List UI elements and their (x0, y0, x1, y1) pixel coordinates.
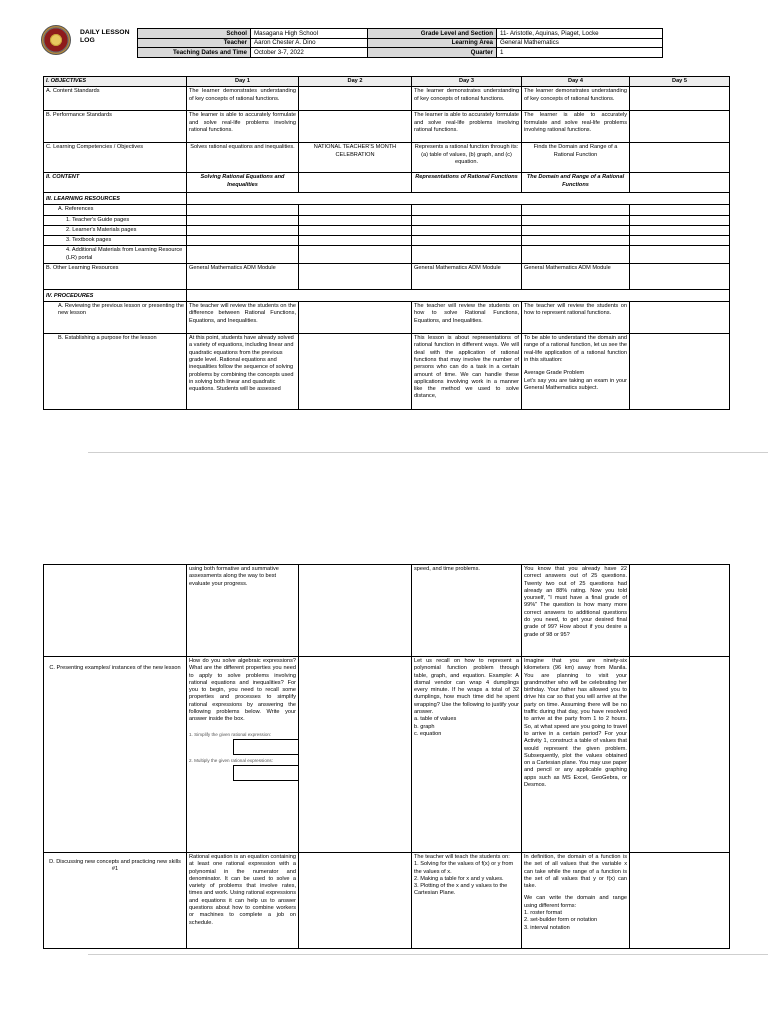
ref-day5 (630, 205, 730, 215)
dates-value: October 3-7, 2022 (251, 48, 368, 58)
page-break-line-2 (88, 954, 768, 955)
lm-day3 (412, 225, 522, 235)
competencies-day2: NATIONAL TEACHER'S MONTH CELEBRATION (299, 143, 412, 173)
tb-day4 (522, 236, 630, 246)
question-1-text: 1. Simplify the given rational expression: (189, 731, 272, 737)
performance-standards-day5 (630, 111, 730, 143)
procedure-b-cont-label (44, 565, 187, 657)
content-day4: The Domain and Range of a Rational Functions (522, 173, 630, 193)
procedure-d-day4-text: In definition, the domain of a function is the set of all values that the variable x can take while the range of a function is the set of all values that y or f(x) can take. (524, 854, 627, 890)
performance-standards-label: B. Performance Standards (44, 111, 187, 143)
procedure-d-day4 (522, 853, 630, 949)
procedure-c-label: C. Presenting examples/ instances of the new lesson (44, 657, 187, 853)
content-standards-day5 (630, 87, 730, 111)
procedure-b-day5 (630, 334, 730, 410)
ref-day4 (522, 205, 630, 215)
grade-label: Grade Level and Section (368, 29, 497, 39)
procedure-a-day3: The teacher will review the students on how to solve Rational Functions, Equations, and Inequalities. (412, 302, 522, 334)
day-2-header: Day 2 (299, 77, 412, 87)
procedure-d-day4-item-1: 1. roster format (524, 910, 562, 917)
competencies-day4: Finds the Domain and Range of a Rational Function (522, 143, 630, 173)
content-heading: II. CONTENT (44, 173, 187, 193)
performance-standards-day2 (299, 111, 412, 143)
competencies-day1: Solves rational equations and inequalities. (187, 143, 299, 173)
add-day4 (522, 246, 630, 264)
procedure-b-day4 (522, 334, 630, 410)
procedure-b-day4-problem-text: Let's say you are taking an exam in your General Mathematics subject. (524, 377, 627, 391)
teacher-value: Aaron Chester A. Dino (251, 38, 368, 48)
competencies-label: C. Learning Competencies / Objectives (44, 143, 187, 173)
procedure-c-day3-item-a: a. table of values (414, 716, 457, 723)
procedure-d-day3-item-2: 2. Making a table for x and y values. (414, 875, 504, 882)
procedure-b-label: B. Establishing a purpose for the lesson (44, 334, 187, 410)
ref-day3 (412, 205, 522, 215)
procedure-a-label: A. Reviewing the previous lesson or presenting the new lesson (44, 302, 187, 334)
procedure-d-day4-item-2: 2. set-builder form or notation (524, 917, 598, 924)
procedures-spacer (187, 290, 730, 302)
content-day5 (630, 173, 730, 193)
answer-box-1[interactable] (233, 739, 299, 755)
other-resources-day1: General Mathematics ADM Module (187, 264, 299, 290)
school-value: Masagana High School (251, 29, 368, 39)
learners-materials-label: 2. Learner's Materials pages (44, 225, 187, 235)
learning-resources-spacer (187, 193, 730, 205)
procedure-b-cont-day3: speed, and time problems. (412, 565, 522, 657)
lm-day5 (630, 225, 730, 235)
procedure-d-day3 (412, 853, 522, 949)
procedure-c-day3 (412, 657, 522, 853)
performance-standards-day1: The learner is able to accurately formulate and solve real-life problems involving rational functions. (187, 111, 299, 143)
content-day3: Representations of Rational Functions (412, 173, 522, 193)
competencies-day5 (630, 143, 730, 173)
procedure-c-day4: Imagine that you are ninety-six kilometers (96 km) away from Manila. You are planning to visit your grandmother who will be celebrating her birthday. Your father has allowed you to drive his car so that you will arrive at the party on time. Assuming there will be no traffic during that day, you have resolved to arrive at the party from 1 to 2 hours. So, at what speed are you going to travel to arrive in a certain period? For your Activity 1, construct a table of values that would represent the given problem. Subsequently, plot the values obtained on a Cartesian plane. You may use paper and pencil or any applicable graphing apps such as MS Excel, GeoGebra, or Desmos. (522, 657, 630, 853)
procedure-c-day3-item-b: b. graph (414, 723, 435, 730)
tg-day4 (522, 215, 630, 225)
content-standards-label: A. Content Standards (44, 87, 187, 111)
procedure-b-cont-day2 (299, 565, 412, 657)
lm-day2 (299, 225, 412, 235)
references-label: A. References (44, 205, 187, 215)
content-day1: Solving Rational Equations and Inequalities (187, 173, 299, 193)
tg-day5 (630, 215, 730, 225)
page-break-line (88, 452, 768, 453)
procedure-b-cont-day4: You know that you already have 22 correct answers out of 25 questions. Twenty two out of 25 questions had already an 88% rating. Now you told yourself, "I must have a final grade of 99%" The question is how many more correct answers to additional questions do you need, to get your desired final grade of 99? How about if you desire a grade of 98 or 95? (522, 565, 630, 657)
procedure-d-label: D. Discussing new concepts and practicing new skills #1 (44, 853, 187, 949)
procedure-d-day3-item-1: 1. Solving for the values of f(x) or y from the values of x. (414, 861, 514, 875)
procedures-heading: IV. PROCEDURES (44, 290, 187, 302)
document-title: DAILY LESSON LOG (80, 29, 130, 44)
day-3-header: Day 3 (412, 77, 522, 87)
procedure-d-day3-item-3: 3. Plotting of the x and y values to the Cartesian Plane. (414, 883, 508, 897)
other-resources-day3: General Mathematics ADM Module (412, 264, 522, 290)
tg-day1 (187, 215, 299, 225)
ref-day2 (299, 205, 412, 215)
competencies-day3: Represents a rational function through its: (a) table of values, (b) graph, and (c) equation. (412, 143, 522, 173)
header-info-table (137, 28, 663, 58)
add-day5 (630, 246, 730, 264)
procedure-b-day4-problem-title: Average Grade Problem (524, 370, 585, 377)
answer-box-2[interactable] (233, 765, 299, 781)
tb-day1 (187, 236, 299, 246)
content-standards-day3: The learner demonstrates understanding of key concepts of rational functions. (412, 87, 522, 111)
procedure-b-day2 (299, 334, 412, 410)
procedure-c-day2 (299, 657, 412, 853)
add-day3 (412, 246, 522, 264)
day-5-header: Day 5 (630, 77, 730, 87)
quarter-value: 1 (497, 48, 663, 58)
procedure-b-day3: This lesson is about representations of rational function in different ways. We will deal with the application of rational functions that may involve the number of persons who can do a task in a certain amount of time. We can handle these applications involving work in a manner like the method we used to solve distance, (412, 334, 522, 410)
lm-day1 (187, 225, 299, 235)
day-1-header: Day 1 (187, 77, 299, 87)
school-seal-logo (41, 25, 71, 55)
procedure-c-day1-text: How do you solve algebraic expressions? What are the different properties you need to apply to solve problems involving rational equations and inequalities? For you to begin, you need to recall some properties and processes to simplify rational expressions by answering the following problems below. Write your answer inside the box. (189, 658, 296, 723)
tb-day2 (299, 236, 412, 246)
tb-day3 (412, 236, 522, 246)
lesson-log-table-page-1 (43, 76, 730, 410)
performance-standards-day3: The learner is able to accurately formulate and solve real-life problems involving rational functions. (412, 111, 522, 143)
procedure-b-day1: At this point, students have already solved a variety of equations, including linear and quadratic equations from the previous grade level. Rational equations and inequalities follow the sequence of solving problems by combining the concepts used in solving both linear and quadratic equations. Students will be assessed (187, 334, 299, 410)
learning-resources-heading: III. LEARNING RESOURCES (44, 193, 187, 205)
area-value: General Mathematics (497, 38, 663, 48)
procedure-a-day4: The teacher will review the students on how to represent rational functions. (522, 302, 630, 334)
grade-value: 11- Aristotle, Aquinas, Piaget, Locke (497, 29, 663, 39)
lm-day4 (522, 225, 630, 235)
procedure-b-cont-day1: using both formative and summative assessments along the way to best evaluate your progress. (187, 565, 299, 657)
performance-standards-day4: The learner is able to accurately formulate and solve real-life problems involving rational functions. (522, 111, 630, 143)
other-resources-day4: General Mathematics ADM Module (522, 264, 630, 290)
additional-materials-label: 4. Additional Materials from Learning Resource (LR) portal (44, 246, 187, 264)
other-resources-day2 (299, 264, 412, 290)
content-day2 (299, 173, 412, 193)
day-4-header: Day 4 (522, 77, 630, 87)
procedure-c-day3-text: Let us recall on how to represent a polynomial function problem through table, graph, and equation. Example: A dismal vendor can wrap 4 dumplings every minute. If he wraps a total of 32 dumplings, how much time did he spent wrapping? Use the following to justify your answer. (414, 658, 519, 716)
content-standards-day4: The learner demonstrates understanding of key concepts of rational functions. (522, 87, 630, 111)
content-standards-day1: The learner demonstrates understanding of key concepts of rational functions. (187, 87, 299, 111)
teachers-guide-label: 1. Teacher's Guide pages (44, 215, 187, 225)
procedure-d-day1: Rational equation is an equation containing at least one rational expression with a polynomial in the numerator and denominator. It can be used to solve a variety of problems that involve rates, times and work. Using rational expressions and equations it can help us to answer questions about how to combine workers or machines to complete a job on schedule. (187, 853, 299, 949)
lesson-log-table-page-2 (43, 564, 730, 949)
procedure-a-day5 (630, 302, 730, 334)
textbook-label: 3. Textbook pages (44, 236, 187, 246)
content-standards-day2 (299, 87, 412, 111)
quarter-label: Quarter (368, 48, 497, 58)
other-resources-day5 (630, 264, 730, 290)
question-2-text: 2. Multiply the given rational expressions: (189, 757, 274, 763)
procedure-c-day1 (187, 657, 299, 853)
ref-day1 (187, 205, 299, 215)
procedure-d-day3-text: The teacher will teach the students on: (414, 854, 510, 860)
objectives-heading: I. OBJECTIVES (44, 77, 187, 87)
procedure-c-day5 (630, 657, 730, 853)
tg-day2 (299, 215, 412, 225)
procedure-a-day1: The teacher will review the students on the difference between Rational Functions, Equations, and Inequalities. (187, 302, 299, 334)
area-label: Learning Area (368, 38, 497, 48)
procedure-b-cont-day5 (630, 565, 730, 657)
tb-day5 (630, 236, 730, 246)
procedure-d-day5 (630, 853, 730, 949)
procedure-c-day3-item-c: c. equation (414, 730, 442, 737)
procedure-a-day2 (299, 302, 412, 334)
teacher-label: Teacher (138, 38, 251, 48)
tg-day3 (412, 215, 522, 225)
procedure-d-day4-forms: We can write the domain and range using different forms: (524, 895, 627, 909)
add-day1 (187, 246, 299, 264)
school-label: School (138, 29, 251, 39)
dates-label: Teaching Dates and Time (138, 48, 251, 58)
procedure-d-day4-item-3: 3. interval notation (524, 924, 570, 931)
add-day2 (299, 246, 412, 264)
procedure-d-day2 (299, 853, 412, 949)
procedure-b-day4-intro: To be able to understand the domain and range of a rational function, let us see the real-life application of a rational function in this situation: (524, 335, 627, 363)
other-resources-label: B. Other Learning Resources (44, 264, 187, 290)
